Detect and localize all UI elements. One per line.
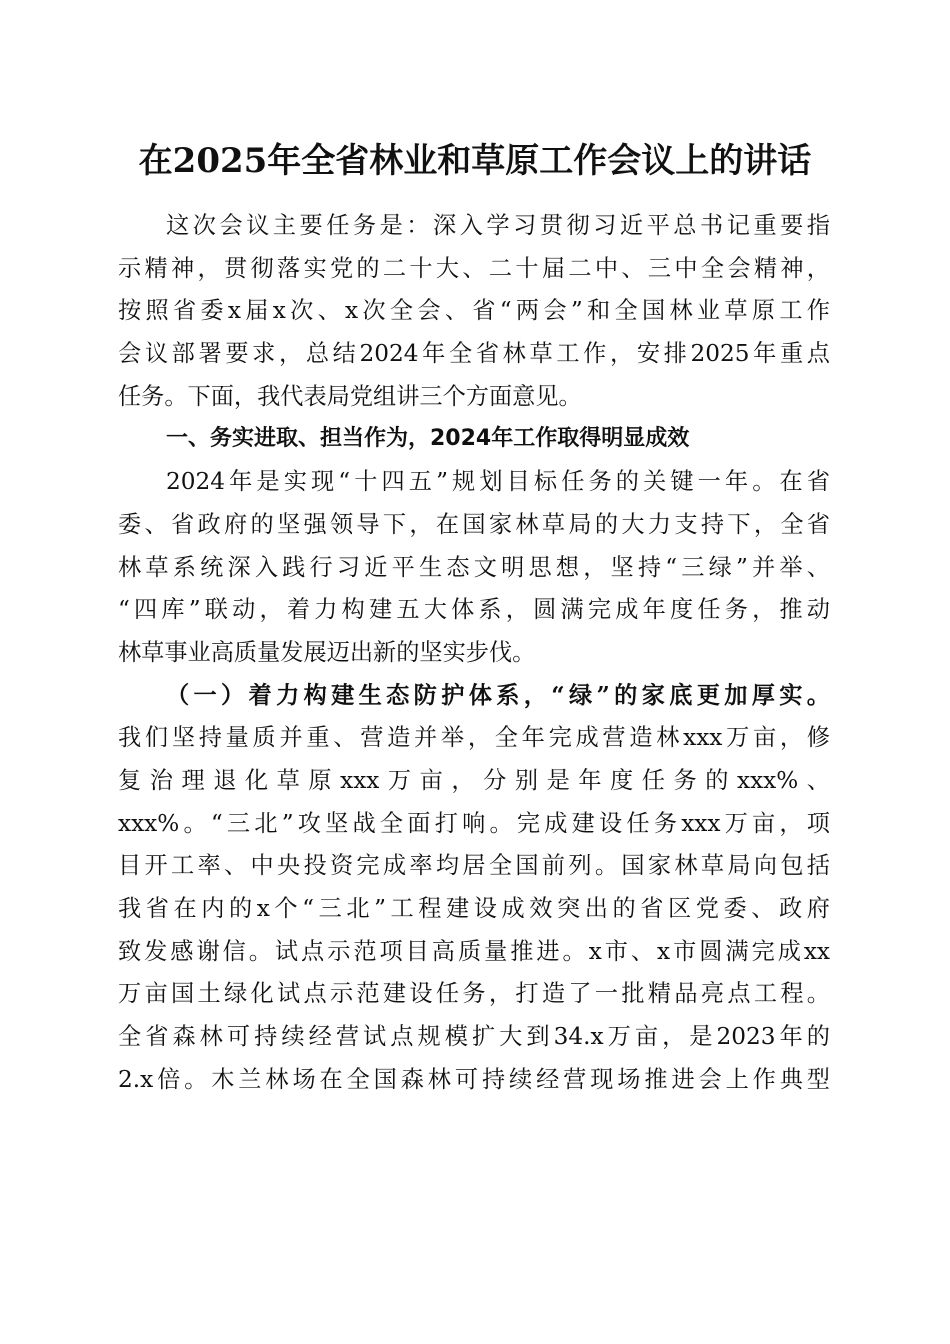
paragraph-line: xxx%。“三北”攻坚战全面打响。完成建设任务xxx万亩，项 xyxy=(118,809,830,837)
section-heading: 一、务实进取、担当作为，2024年工作取得明显成效 xyxy=(166,426,690,452)
paragraph-line: “四库”联动，着力构建五大体系，圆满完成年度任务，推动 xyxy=(118,596,830,624)
paragraph-line: 林草事业高质量发展迈出新的坚实步伐。 xyxy=(118,638,536,666)
document-body xyxy=(118,205,830,1101)
paragraph-line: 万亩国土绿化试点示范建设任务，打造了一批精品亮点工程。 xyxy=(118,980,830,1008)
paragraph-line: 委、省政府的坚强领导下，在国家林草局的大力支持下，全省 xyxy=(118,510,830,538)
paragraph-line: 2024年是实现“十四五”规划目标任务的关键一年。在省 xyxy=(166,468,830,496)
paragraph-line: 复治理退化草原xxx万亩，分别是年度任务的xxx%、 xyxy=(118,766,830,794)
paragraph-line: 林草系统深入践行习近平生态文明思想，坚持“三绿”并举、 xyxy=(118,553,830,581)
paragraph-line: 2.x倍。木兰林场在全国森林可持续经营现场推进会上作典型 xyxy=(118,1065,830,1093)
paragraph-line: 这次会议主要任务是：深入学习贯彻习近平总书记重要指 xyxy=(166,212,830,239)
paragraph-line: 按照省委x届x次、x次全会、省“两会”和全国林业草原工作 xyxy=(118,297,830,325)
paragraph-line: 任务。下面，我代表局党组讲三个方面意见。 xyxy=(118,382,582,410)
paragraph-line: 我们坚持量质并重、营造并举，全年完成营造林xxx万亩，修 xyxy=(118,724,830,752)
paragraph-line: 目开工率、中央投资完成率均居全国前列。国家林草局向包括 xyxy=(118,852,830,880)
paragraph-line: 示精神，贯彻落实党的二十大、二十届二中、三中全会精神， xyxy=(118,254,830,282)
paragraph-line: 致发感谢信。试点示范项目高质量推进。x市、x市圆满完成xx xyxy=(118,937,830,965)
subsection-heading: （一）着力构建生态防护体系，“绿”的家底更加厚实。 xyxy=(166,681,830,709)
document-title: 在2025年全省林业和草原工作会议上的讲话 xyxy=(138,141,812,181)
paragraph-line: 全省森林可持续经营试点规模扩大到34.x万亩，是2023年的 xyxy=(118,1023,830,1051)
paragraph-line: 会议部署要求，总结2024年全省林草工作，安排2025年重点 xyxy=(118,340,830,368)
paragraph-line: 我省在内的x个“三北”工程建设成效突出的省区党委、政府 xyxy=(118,895,830,922)
